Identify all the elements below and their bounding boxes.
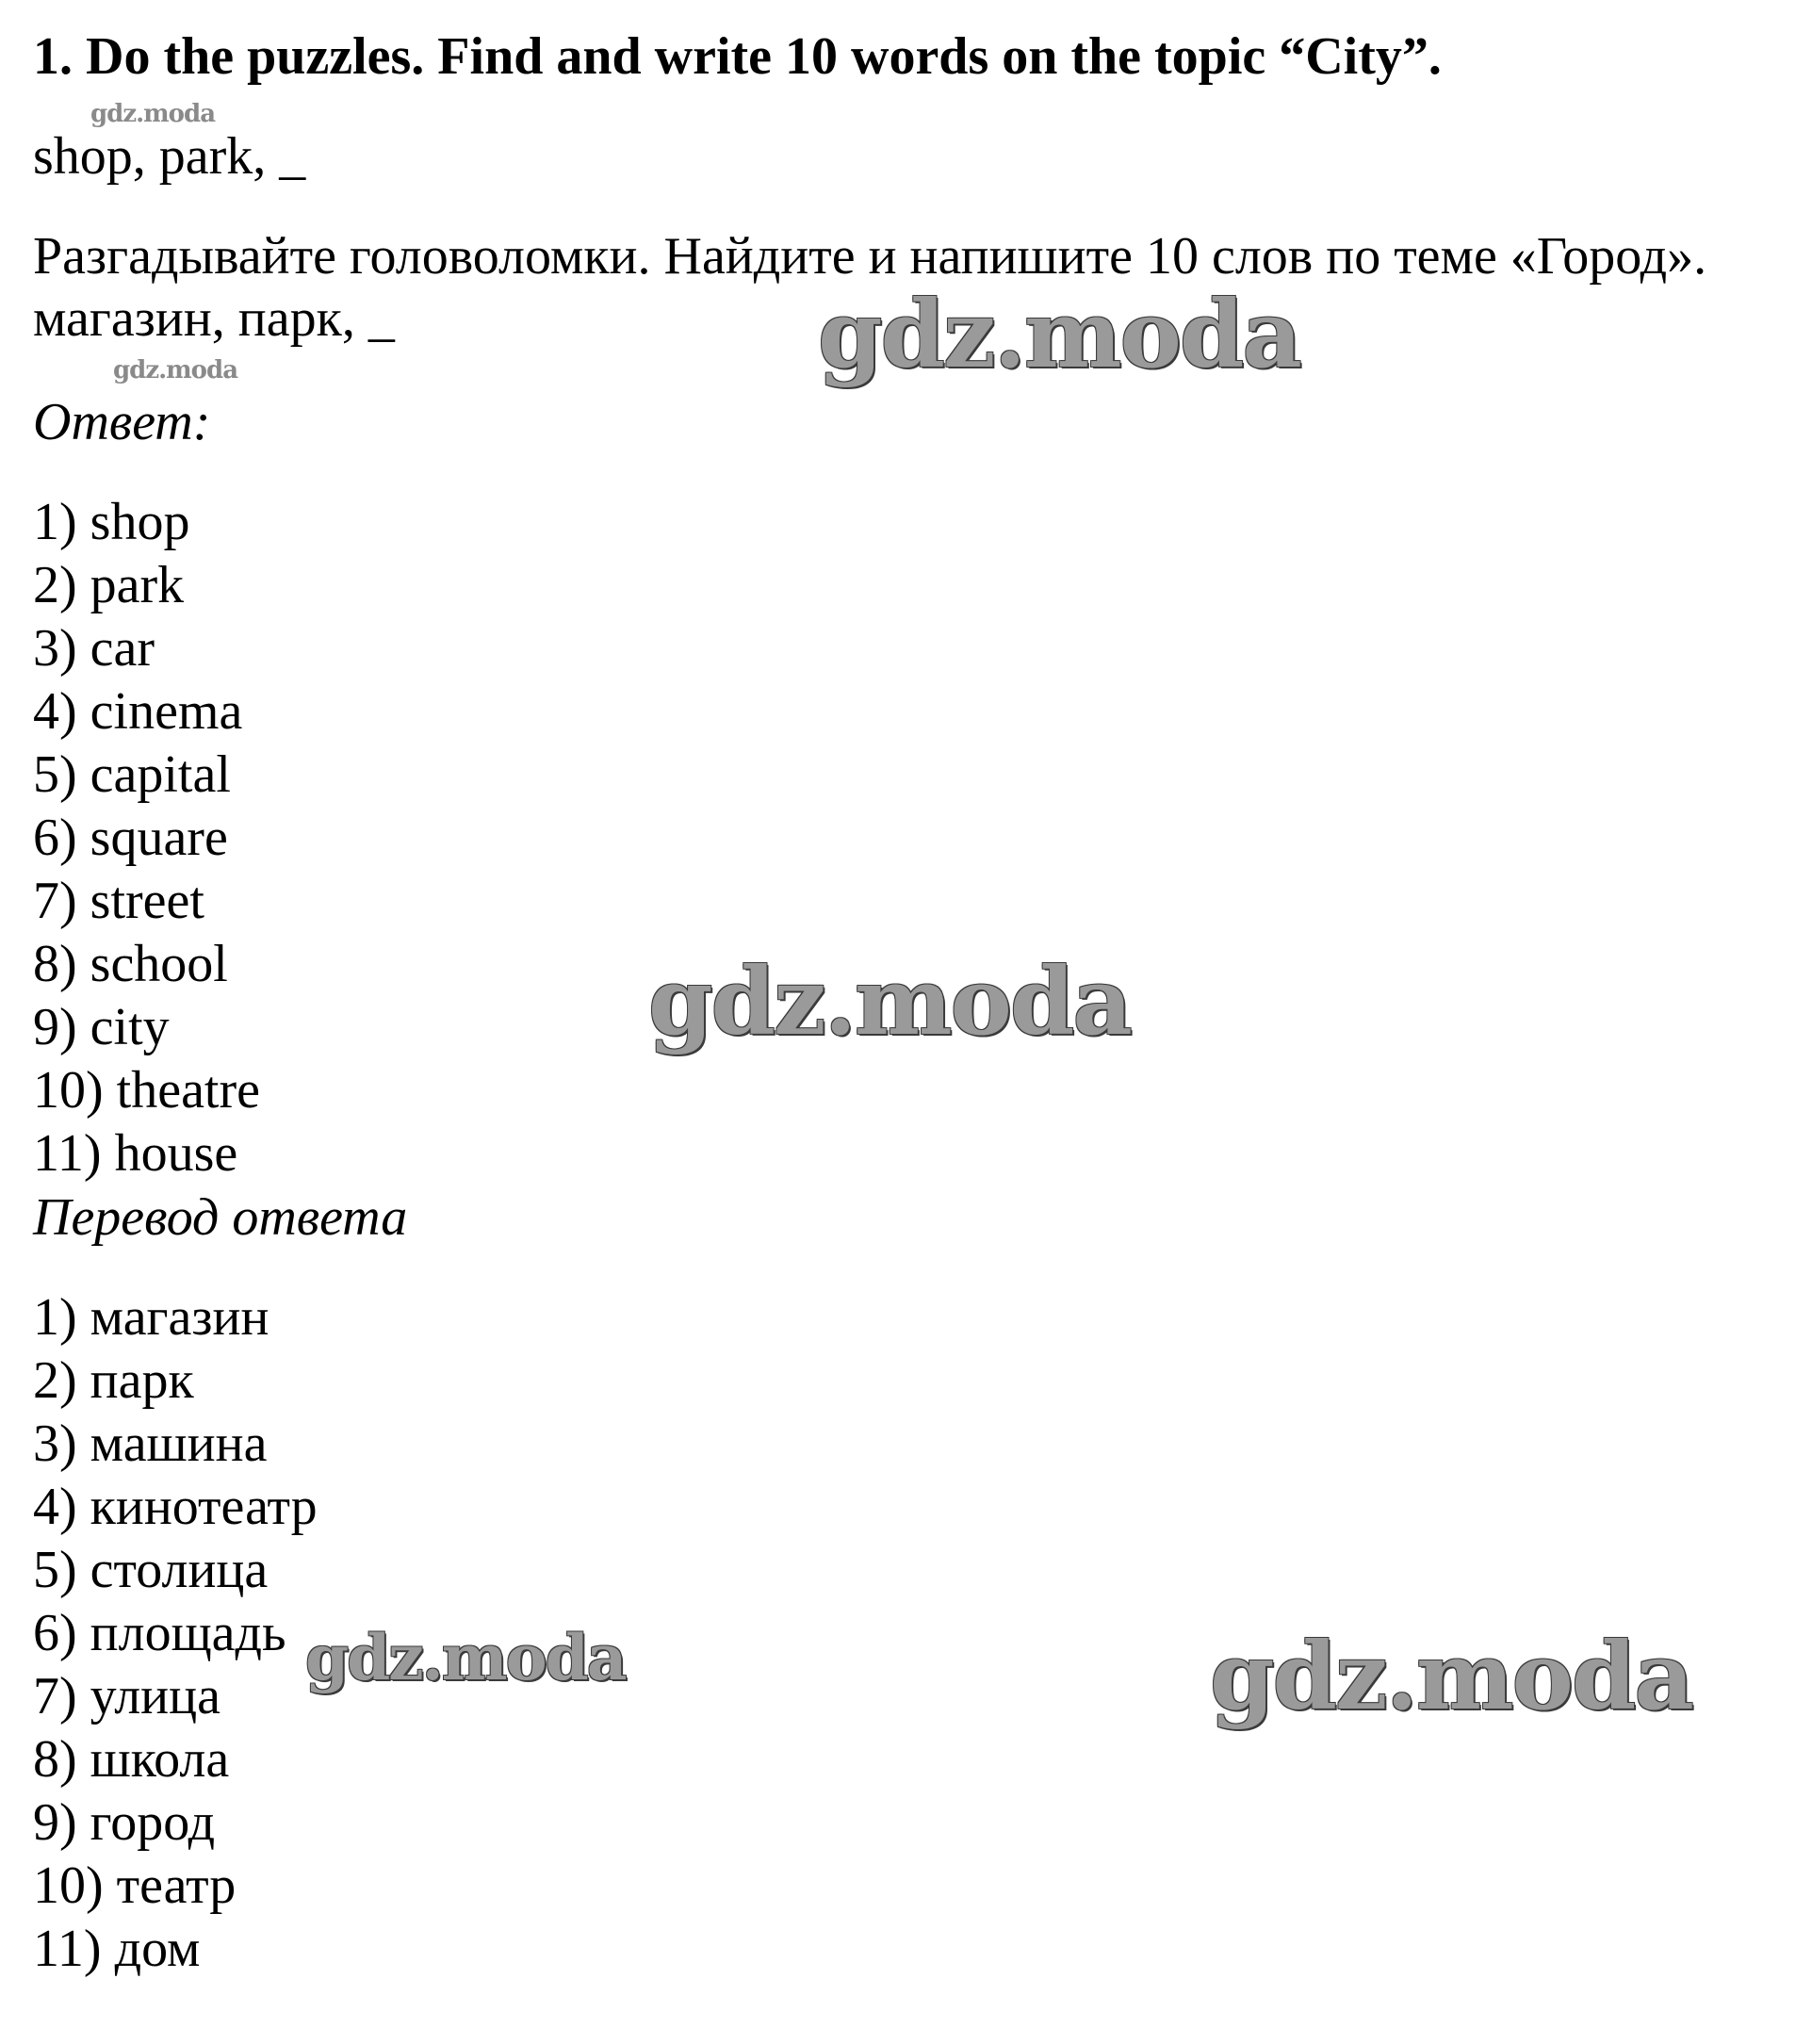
watermark-large: gdz.moda [818,281,1300,389]
watermark-large: gdz.moda [305,1621,626,1694]
answer-item: 10) theatre [33,1061,260,1120]
translation-heading: Перевод ответа [33,1188,408,1247]
translation-item: 3) машина [33,1414,268,1473]
task-example-en: shop, park, _ [33,127,306,186]
answer-item: 2) park [33,556,185,614]
answer-item: 6) square [33,809,228,867]
translation-item: 10) театр [33,1856,237,1915]
translation-item: 7) улица [33,1667,220,1725]
translation-item: 9) город [33,1793,216,1852]
answer-item: 9) city [33,998,170,1056]
answer-heading: Ответ: [33,393,211,451]
answer-item: 11) house [33,1124,238,1183]
watermark-large: gdz.moda [1210,1623,1692,1731]
translation-item: 11) дом [33,1920,201,1978]
translation-item: 8) школа [33,1730,230,1789]
task-example-ru: магазин, парк, _ [33,289,395,348]
watermark-small: gdz.moda [113,356,238,384]
watermark-large: gdz.moda [648,948,1131,1056]
answer-item: 1) shop [33,493,190,551]
answer-item: 4) cinema [33,682,243,741]
watermark-small: gdz.moda [90,100,216,128]
translation-item: 2) парк [33,1351,194,1410]
answer-item: 5) capital [33,745,231,804]
translation-item: 1) магазин [33,1288,269,1347]
answer-item: 3) car [33,619,155,678]
translation-item: 5) столица [33,1541,269,1599]
translation-item: 6) площадь [33,1604,286,1662]
task-instruction-ru: Разгадывайте головоломки. Найдите и напишите 10 слов по теме «Город». [33,227,1707,286]
task-title: 1. Do the puzzles. Find and write 10 words on the topic “City”. [33,27,1442,86]
answer-item: 8) school [33,935,228,993]
answer-item: 7) street [33,872,204,930]
translation-item: 4) кинотеатр [33,1478,318,1536]
